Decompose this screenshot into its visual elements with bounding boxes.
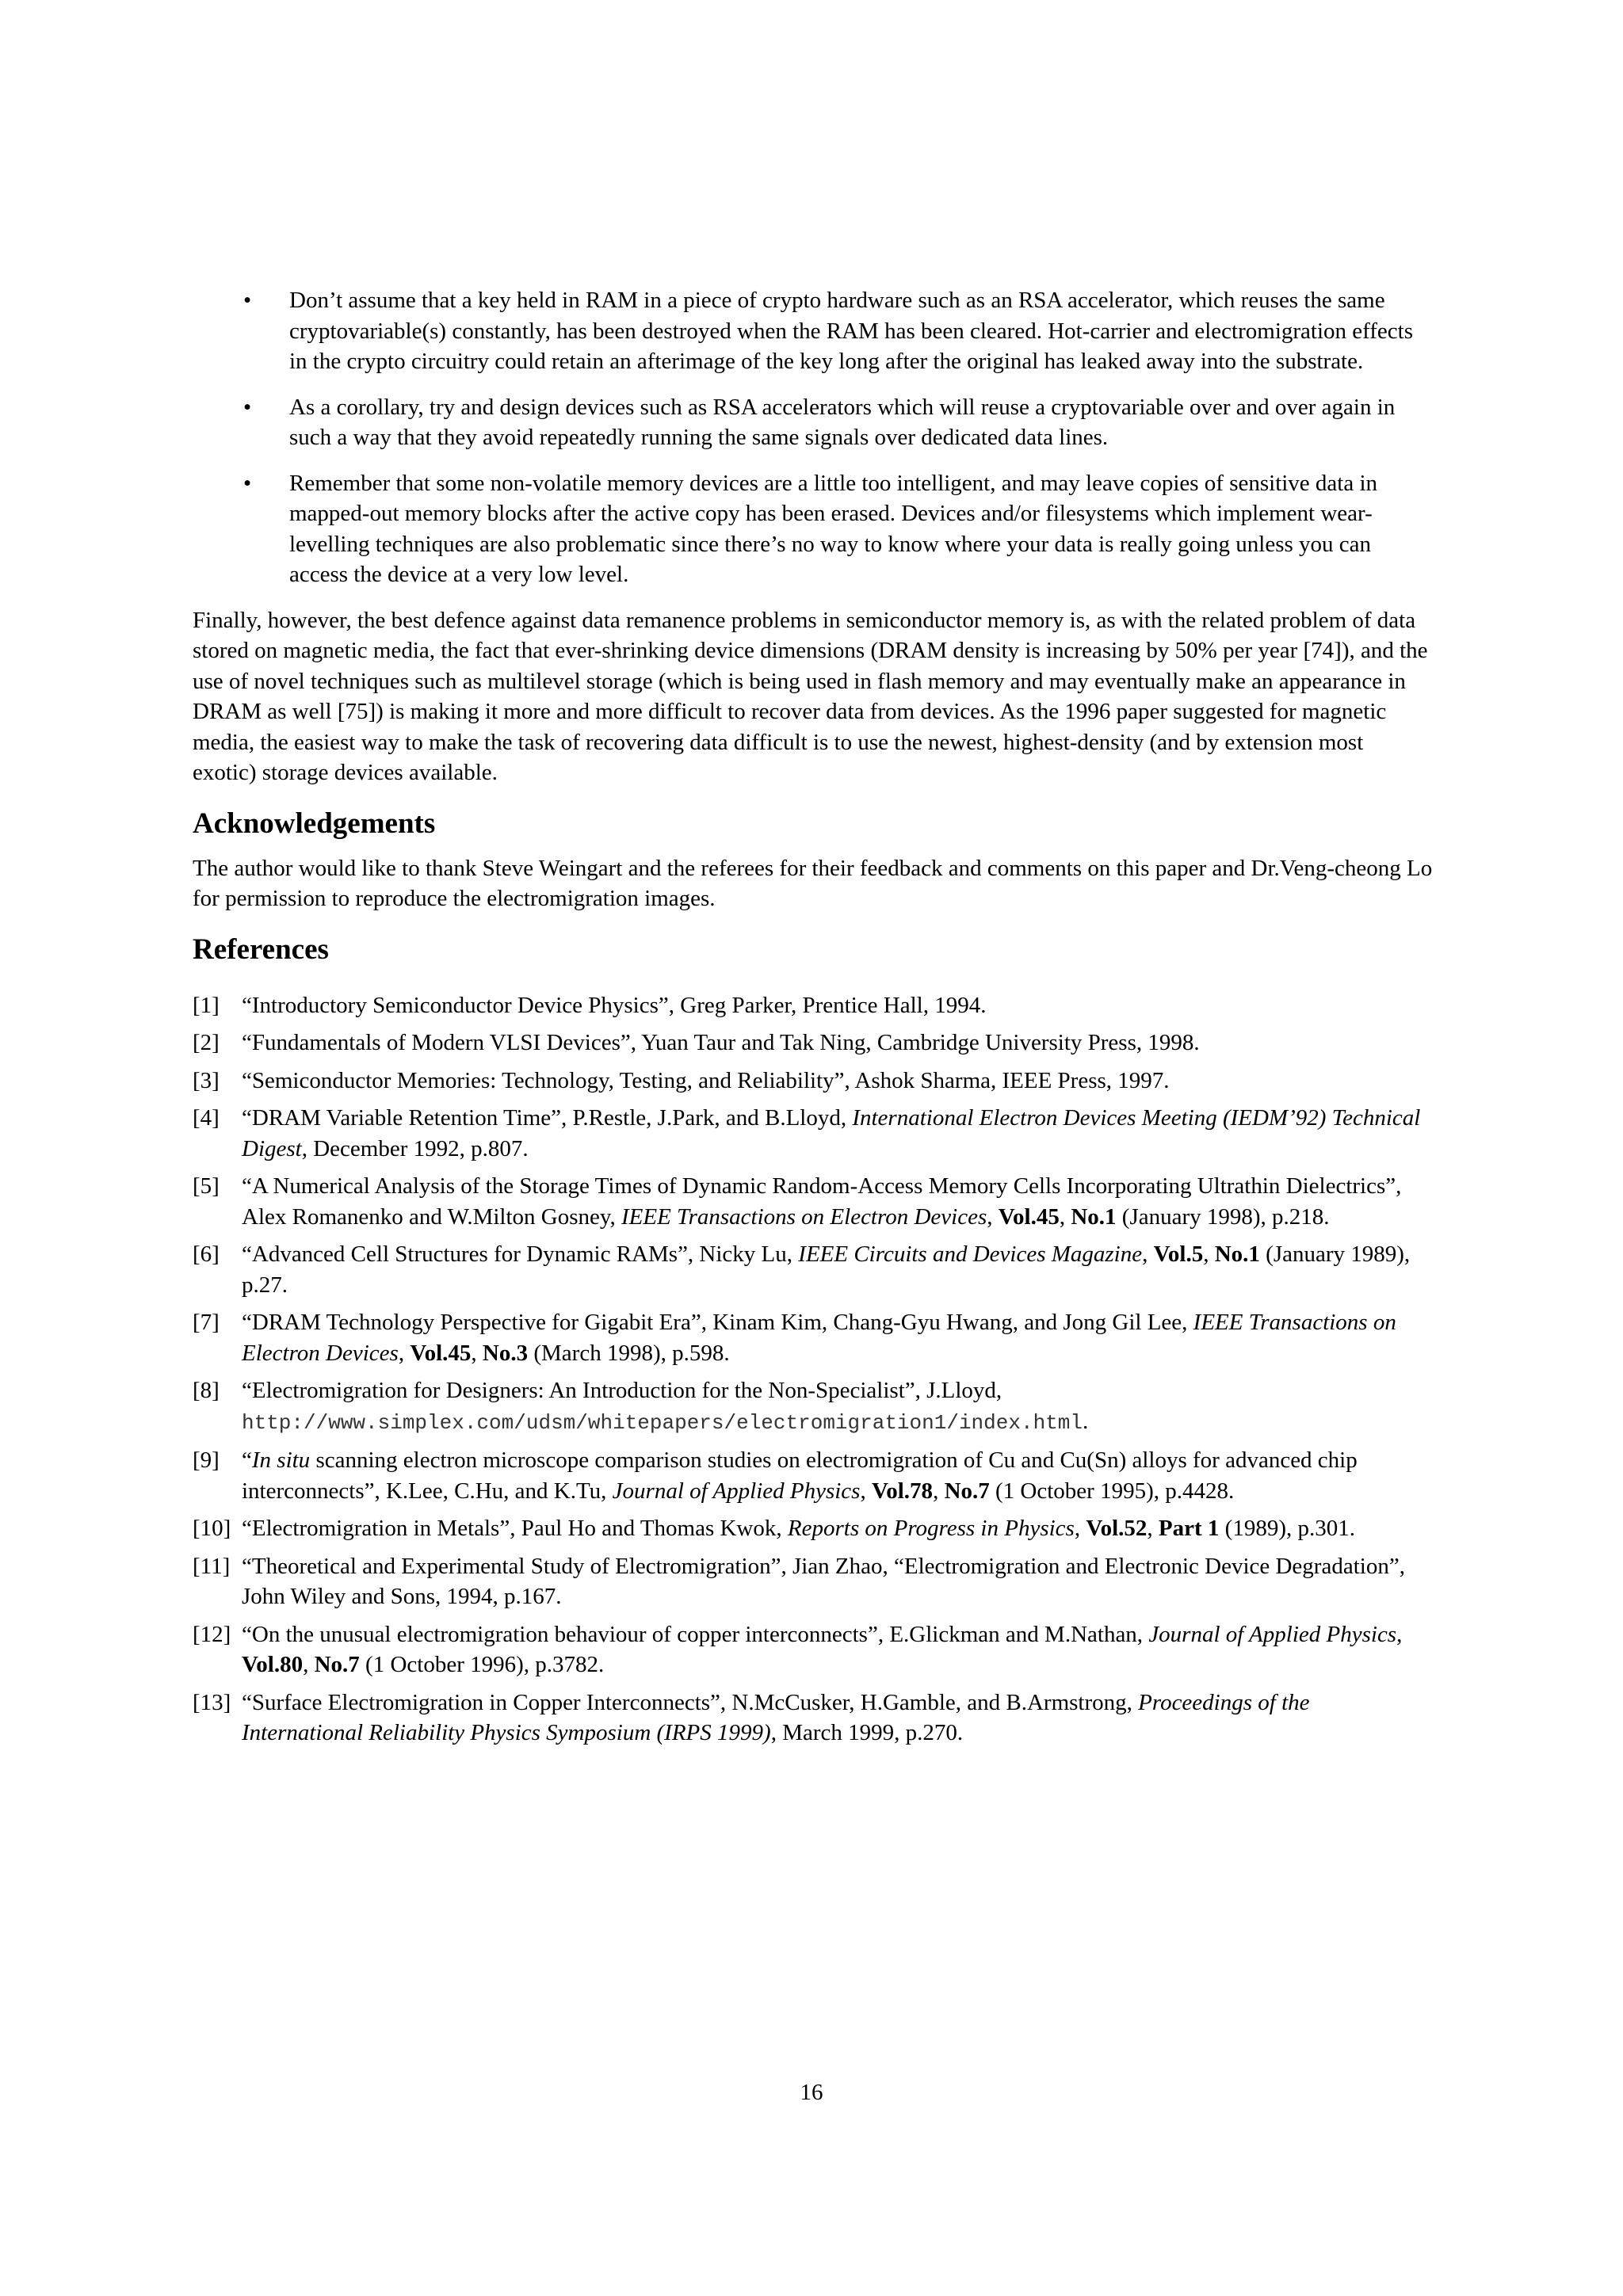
reference-bold-text: Part 1 (1158, 1516, 1220, 1541)
reference-text-run: “On the unusual electromigration behaviour of copper interconnects”, E.Glickman and M.Nathan, (242, 1621, 1149, 1647)
reference-text-run: . (1082, 1408, 1089, 1434)
reference-bold-text: Vol.45 (998, 1203, 1060, 1230)
reference-text-run: “Theoretical and Experimental Study of Electromigration”, Jian Zhao, “Electromigration and Electronic Device Degradation”, John Wiley and Sons, 1994, p.167. (242, 1553, 1405, 1609)
reference-text (242, 993, 986, 1018)
reference-text-run: “Semiconductor Memories: Technology, Testing, and Reliability”, Ashok Sharma, IEEE Press, 1997. (242, 1067, 1170, 1093)
reference-item (193, 1307, 1433, 1368)
reference-text-run: , (1059, 1203, 1071, 1230)
reference-text-run: (January 1989), p.27. (242, 1241, 1411, 1298)
bullet-text: As a corollary, try and design devices such as RSA accelerators which will reuse a cryptovariable over and over again in such a way that they avoid repeatedly running the same signals over dedicated data lines. (289, 394, 1396, 450)
reference-italic-text: IEEE Circuits and Devices Magazine (798, 1241, 1143, 1267)
reference-number: [3] (193, 1067, 220, 1093)
reference-text-run: , (987, 1203, 999, 1230)
reference-url: http://www.simplex.com/udsm/whitepapers/electromigration1/index.html (242, 1410, 1083, 1435)
reference-number: [12] (193, 1621, 231, 1647)
reference-text (242, 1378, 1088, 1434)
reference-text-run: , (1142, 1241, 1154, 1267)
reference-bold-text: Vol.78 (871, 1478, 934, 1504)
reference-text-run: “Introductory Semiconductor Device Physics”, Greg Parker, Prentice Hall, 1994. (242, 992, 987, 1018)
reference-text (242, 1310, 1396, 1366)
bullet-dot: • (243, 470, 252, 496)
reference-bold-text: No.3 (482, 1340, 529, 1366)
references-list (193, 990, 1433, 1749)
reference-text (242, 1622, 1402, 1678)
reference-number: [11] (193, 1553, 231, 1579)
reference-item (193, 1375, 1433, 1438)
reference-number: [6] (193, 1241, 220, 1267)
reference-italic-text: Reports on Progress in Physics (787, 1516, 1075, 1541)
reference-text-run: (January 1998), p.218. (1116, 1203, 1330, 1230)
page-body (193, 285, 1433, 1756)
reference-italic-text: In situ (251, 1447, 311, 1473)
reference-number: [4] (193, 1105, 220, 1131)
reference-text-run: , (303, 1652, 315, 1677)
reference-item (193, 1028, 1433, 1058)
reference-text (242, 1554, 1405, 1610)
reference-bold-text: No.1 (1214, 1241, 1260, 1267)
reference-text (242, 1516, 1355, 1541)
acknowledgements-heading: Acknowledgements (193, 807, 436, 840)
reference-bold-text: Vol.5 (1153, 1241, 1204, 1267)
reference-text-run: “DRAM Technology Perspective for Gigabit Era”, Kinam Kim, Chang-Gyu Hwang, and Jong Gil Lee, (242, 1310, 1193, 1335)
reference-text (242, 1173, 1401, 1230)
reference-item (193, 1513, 1433, 1544)
reference-text-run: “A Numerical Analysis of the Storage Times of Dynamic Random-Access Memory Cells Incorporating Ultrathin Dielectrics”, Alex Romanenko and W.Milton Gosney, (242, 1173, 1402, 1230)
bullet-dot: • (243, 288, 252, 313)
reference-item (193, 1551, 1433, 1612)
reference-text-run: “Electromigration in Metals”, Paul Ho and Thomas Kwok, (242, 1516, 788, 1541)
reference-item (193, 1171, 1433, 1232)
reference-text-run: , (1203, 1241, 1215, 1267)
reference-item (193, 1239, 1433, 1300)
reference-item (193, 1066, 1433, 1097)
acknowledgements-text: The author would like to thank Steve Weingart and the referees for their feedback and comments on this paper and Dr.Veng-cheong Lo for permission to reproduce the electromigration images. (193, 855, 1433, 911)
reference-italic-text: IEEE Transactions on Electron Devices (242, 1310, 1396, 1366)
reference-text (242, 1690, 1310, 1746)
reference-number: [1] (193, 992, 220, 1018)
reference-number: [8] (193, 1378, 220, 1403)
reference-text-run: , (398, 1340, 411, 1366)
reference-italic-text: IEEE Transactions on Electron Devices (621, 1203, 987, 1230)
reference-italic-text: International Electron Devices Meeting (IEDM’92) Technical Digest (242, 1105, 1421, 1161)
reference-text-run: , December 1992, p.807. (301, 1135, 529, 1161)
page-number: 16 (800, 2080, 823, 2105)
reference-text (242, 1068, 1170, 1093)
reference-bold-text: Vol.45 (410, 1340, 472, 1366)
reference-text-run: “Surface Electromigration in Copper Interconnects”, N.McCusker, H.Gamble, and B.Armstrong, (242, 1689, 1139, 1715)
reference-number: [2] (193, 1030, 220, 1055)
bullet-item (193, 285, 1433, 377)
reference-number: [5] (193, 1173, 220, 1199)
reference-text-run: (1 October 1996), p.3782. (359, 1652, 605, 1677)
references-heading: References (193, 933, 329, 966)
reference-text-run: “ (242, 1447, 252, 1473)
bullet-list (193, 285, 1433, 590)
bullet-item (193, 468, 1433, 590)
reference-text-run: (1989), p.301. (1219, 1516, 1355, 1541)
reference-number: [7] (193, 1310, 220, 1335)
reference-bold-text: No.7 (314, 1652, 360, 1677)
reference-item (193, 1103, 1433, 1164)
reference-text-run: , (933, 1478, 945, 1504)
reference-text-run: (1 October 1995), p.4428. (989, 1478, 1235, 1504)
reference-bold-text: No.1 (1071, 1203, 1117, 1230)
reference-text-run: , (1074, 1516, 1086, 1541)
reference-text-run: , March 1999, p.270. (770, 1720, 964, 1745)
reference-text-run: , (471, 1340, 483, 1366)
reference-number: [9] (193, 1447, 220, 1473)
reference-italic-text: Journal of Applied Physics (1148, 1621, 1397, 1647)
reference-italic-text: Journal of Applied Physics (612, 1478, 861, 1504)
reference-text (242, 1447, 1358, 1504)
reference-number: [13] (193, 1689, 231, 1715)
reference-item (193, 1619, 1433, 1680)
reference-text-run: “Electromigration for Designers: An Introduction for the Non-Specialist”, J.Lloyd, (242, 1378, 1002, 1403)
reference-text-run: , (860, 1478, 872, 1504)
reference-bold-text: No.7 (944, 1478, 990, 1504)
reference-text-run: , (1147, 1516, 1159, 1541)
reference-text-run: “Advanced Cell Structures for Dynamic RAMs”, Nicky Lu, (242, 1241, 799, 1267)
reference-text-run: scanning electron microscope comparison studies on electromigration of Cu and Cu(Sn) alloys for advanced chip interconnects”, K.Lee, C.Hu, and K.Tu, (242, 1447, 1358, 1504)
reference-italic-text: Proceedings of the International Reliability Physics Symposium (IRPS 1999) (242, 1689, 1310, 1745)
reference-text-run: (March 1998), p.598. (528, 1340, 730, 1366)
reference-text-run: , (1396, 1621, 1403, 1647)
reference-text-run: “Fundamentals of Modern VLSI Devices”, Yuan Taur and Tak Ning, Cambridge University Press, 1998. (242, 1030, 1200, 1055)
bullet-dot: • (243, 394, 252, 420)
reference-text (242, 1241, 1410, 1298)
reference-text (242, 1030, 1200, 1055)
final-paragraph: Finally, however, the best defence against data remanence problems in semiconductor memory is, as with the related problem of data stored on magnetic media, the fact that ever-shrinking device dimensions (DRAM density is increasing by 50% per year [74]), and the use of novel techniques such as multilevel storage (which is being used in flash memory and may eventually make an appearance in DRAM as well [75]) is making it more and more difficult to recover data from devices. As the 1996 paper suggested for magnetic media, the easiest way to make the task of recovering data difficult is to use the newest, highest-density (and by extension most exotic) storage devices available. (193, 607, 1428, 785)
reference-bold-text: Vol.52 (1086, 1516, 1148, 1541)
reference-item (193, 990, 1433, 1021)
reference-text-run: “DRAM Variable Retention Time”, P.Restle, J.Park, and B.Lloyd, (242, 1105, 853, 1131)
reference-bold-text: Vol.80 (242, 1652, 304, 1677)
bullet-text: Remember that some non-volatile memory devices are a little too intelligent, and may leave copies of sensitive data in mapped-out memory blocks after the active copy has been erased. Devices and/or filesystems which implement wear-levelling techniques are also problematic since there’s no way to know where your data is really going unless you can access the device at a very low level. (289, 470, 1378, 587)
bullet-text: Don’t assume that a key held in RAM in a piece of crypto hardware such as an RSA accelerator, which reuses the same cryptovariable(s) constantly, has been destroyed when the RAM has been cleared. Hot-carrier and electromigration effects in the crypto circuitry could retain an afterimage of the key long after the original has leaked away into the substrate. (289, 288, 1414, 374)
reference-number: [10] (193, 1516, 231, 1541)
bullet-item (193, 392, 1433, 453)
reference-text (242, 1105, 1420, 1161)
reference-item (193, 1445, 1433, 1506)
reference-item (193, 1688, 1433, 1749)
